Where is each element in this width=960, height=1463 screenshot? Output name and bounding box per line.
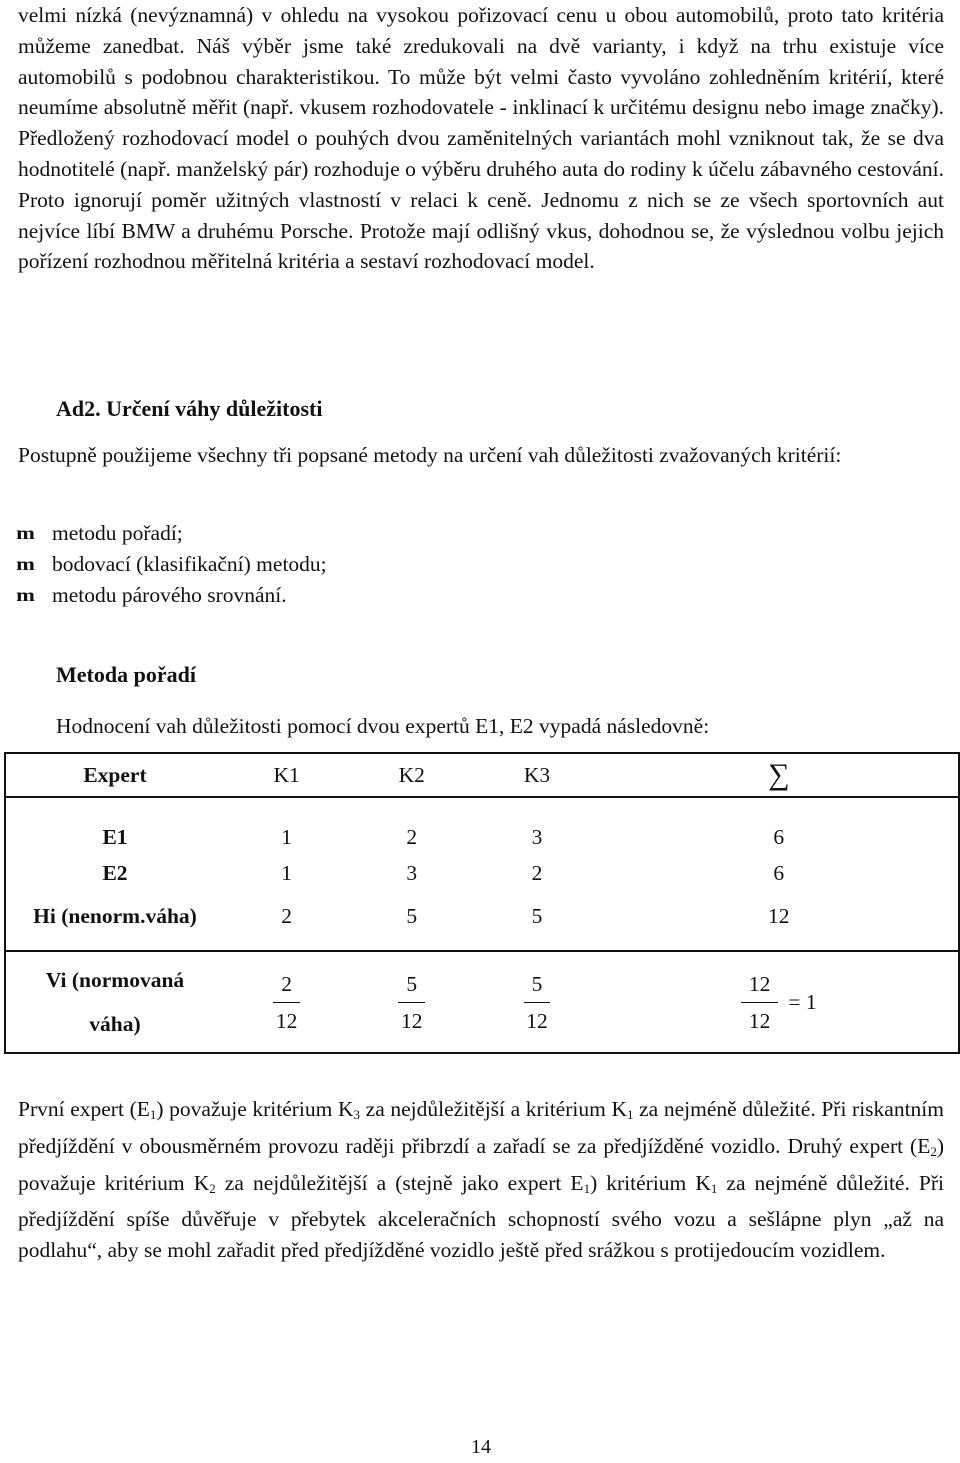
weights-table: [4, 752, 960, 1054]
header-k1: K1: [224, 753, 349, 797]
table-cell: 5: [531, 904, 543, 928]
row-label-line2: váha): [89, 1012, 141, 1036]
bullet-icon: m: [16, 553, 35, 574]
list-item: [18, 549, 327, 580]
fraction-denominator: 12: [526, 1008, 548, 1033]
list-item-text: bodovací (klasifikační) metodu;: [52, 551, 327, 576]
conclusion-paragraph: První expert $(E_1)$ považuje kritérium $K_3$ za nejdůležitější a kritérium $K_1$ za nejméně důležité. Při riskantním předjíždění v obousměrném provozu raději přibrzdí a zařadí se za předjížděné vozidlo. Druhý expert $(E_2)$ považuje kritérium $K_2$ za nejdůležitější a (stejně jako expert $E_1$) kritérium $K_1$ za nejméně důležité. Při předjíždění spíše důvěřuje v přebytek akceleračních schopností svého vozu a sešlápne plyn „až na podlahu“, aby se mohl zařadit před předjížděné vozidlo ještě před srážkou s protijedoucím vozidlem.: [18, 1097, 945, 1263]
page-number: 14: [471, 1436, 491, 1458]
fraction: [524, 966, 551, 1039]
table-cell: 3: [406, 860, 418, 885]
table-cell: 1: [281, 825, 292, 849]
fraction: [273, 966, 300, 1039]
header-k2: K2: [349, 753, 474, 797]
table-cell: 3: [531, 825, 543, 849]
table-header-row: [5, 753, 959, 797]
row-label: [5, 951, 224, 1053]
table-intro-text: Hodnocení vah důležitosti pomocí dvou expertů E1, E2 vypadá následovně:: [56, 714, 710, 738]
header-expert: Expert: [5, 753, 224, 797]
section-intro-paragraph: Postupně použijeme všechny tři popsané metody na určení vah důležitosti zvažovaných kritérií:: [18, 443, 842, 467]
fraction-denominator: 12: [275, 1008, 298, 1033]
intro-paragraph: velmi nízká (nevýznamná) v ohledu na vysokou pořizovací cenu u obou automobilů, proto tato kritéria můžeme zanedbat. Náš výběr jsme také zredukovali na dvě varianty, i když na trhu existuje více automobilů s podobnou charakteristikou. To může být velmi často vyvoláno zohledněním kritérií, které neumíme absolutně měřit (např. vkusem rozhodovatele - inklinací k určitému designu nebo image značky). Předložený rozhodovací model o pouhých dvou zaměnitelných variantách mohl vzniknout tak, že se dva hodnotitelé (např. manželský pár) rozhoduje o výběru druhého auta do rodiny k účelu zábavného cestování. Proto ignorují poměr užitných vlastností v relaci k ceně. Jednomu z nich se ze všech sportovních aut nejvíce líbí BMW a druhému Porsche. Protože mají odlišný vkus, dohodnou se, že výslednou volbu jejich pořízení rozhodnou měřitelná kritéria a sestaví rozhodovací model.: [18, 3, 944, 274]
fraction-denominator: 12: [401, 1008, 423, 1033]
table-cell: [474, 951, 599, 1053]
table-cell: 2: [531, 860, 543, 885]
fraction-numerator: 5: [524, 966, 551, 1003]
fraction: [741, 966, 779, 1039]
table-cell: 2: [281, 904, 292, 928]
list-item: [18, 580, 327, 611]
list-item: [18, 518, 327, 549]
list-item-text: metodu párového srovnání.: [52, 582, 287, 607]
row-label: Hi (nenorm.váha): [33, 904, 197, 928]
fraction: [398, 966, 425, 1039]
table-cell: [349, 951, 474, 1053]
table-row-normalized: [5, 951, 959, 1053]
fraction-numerator: 5: [398, 966, 425, 1003]
sum-icon: ∑: [768, 758, 790, 791]
table-cell: 5: [406, 904, 418, 928]
table-cell: 6: [773, 825, 785, 849]
subsection-heading: Metoda pořadí: [56, 662, 196, 687]
table-cell: 1: [281, 860, 292, 885]
table-cell: 12: [768, 904, 790, 928]
row-label: E1: [102, 825, 128, 849]
table-row: [5, 896, 959, 951]
table-cell: 6: [773, 860, 785, 885]
header-k3: K3: [474, 753, 599, 797]
list-item-text: metodu pořadí;: [52, 521, 183, 545]
row-label-line1: Vi (normovaná: [45, 968, 185, 992]
bullet-icon: m: [16, 584, 35, 605]
table-cell: 2: [406, 825, 418, 849]
header-sum: [600, 753, 959, 797]
table-cell: [600, 951, 959, 1053]
table-row: [5, 850, 959, 896]
fraction-numerator: 12: [741, 966, 779, 1003]
fraction-denominator: 12: [748, 1008, 771, 1033]
table-cell: [224, 951, 349, 1053]
equals-one: = 1: [788, 989, 817, 1014]
fraction-numerator: 2: [273, 966, 300, 1003]
method-list: [18, 518, 327, 610]
section-heading: Ad2. Určení váhy důležitosti: [56, 396, 323, 421]
table-row: [5, 797, 959, 850]
bullet-icon: m: [16, 523, 35, 543]
row-label: E2: [102, 860, 128, 885]
